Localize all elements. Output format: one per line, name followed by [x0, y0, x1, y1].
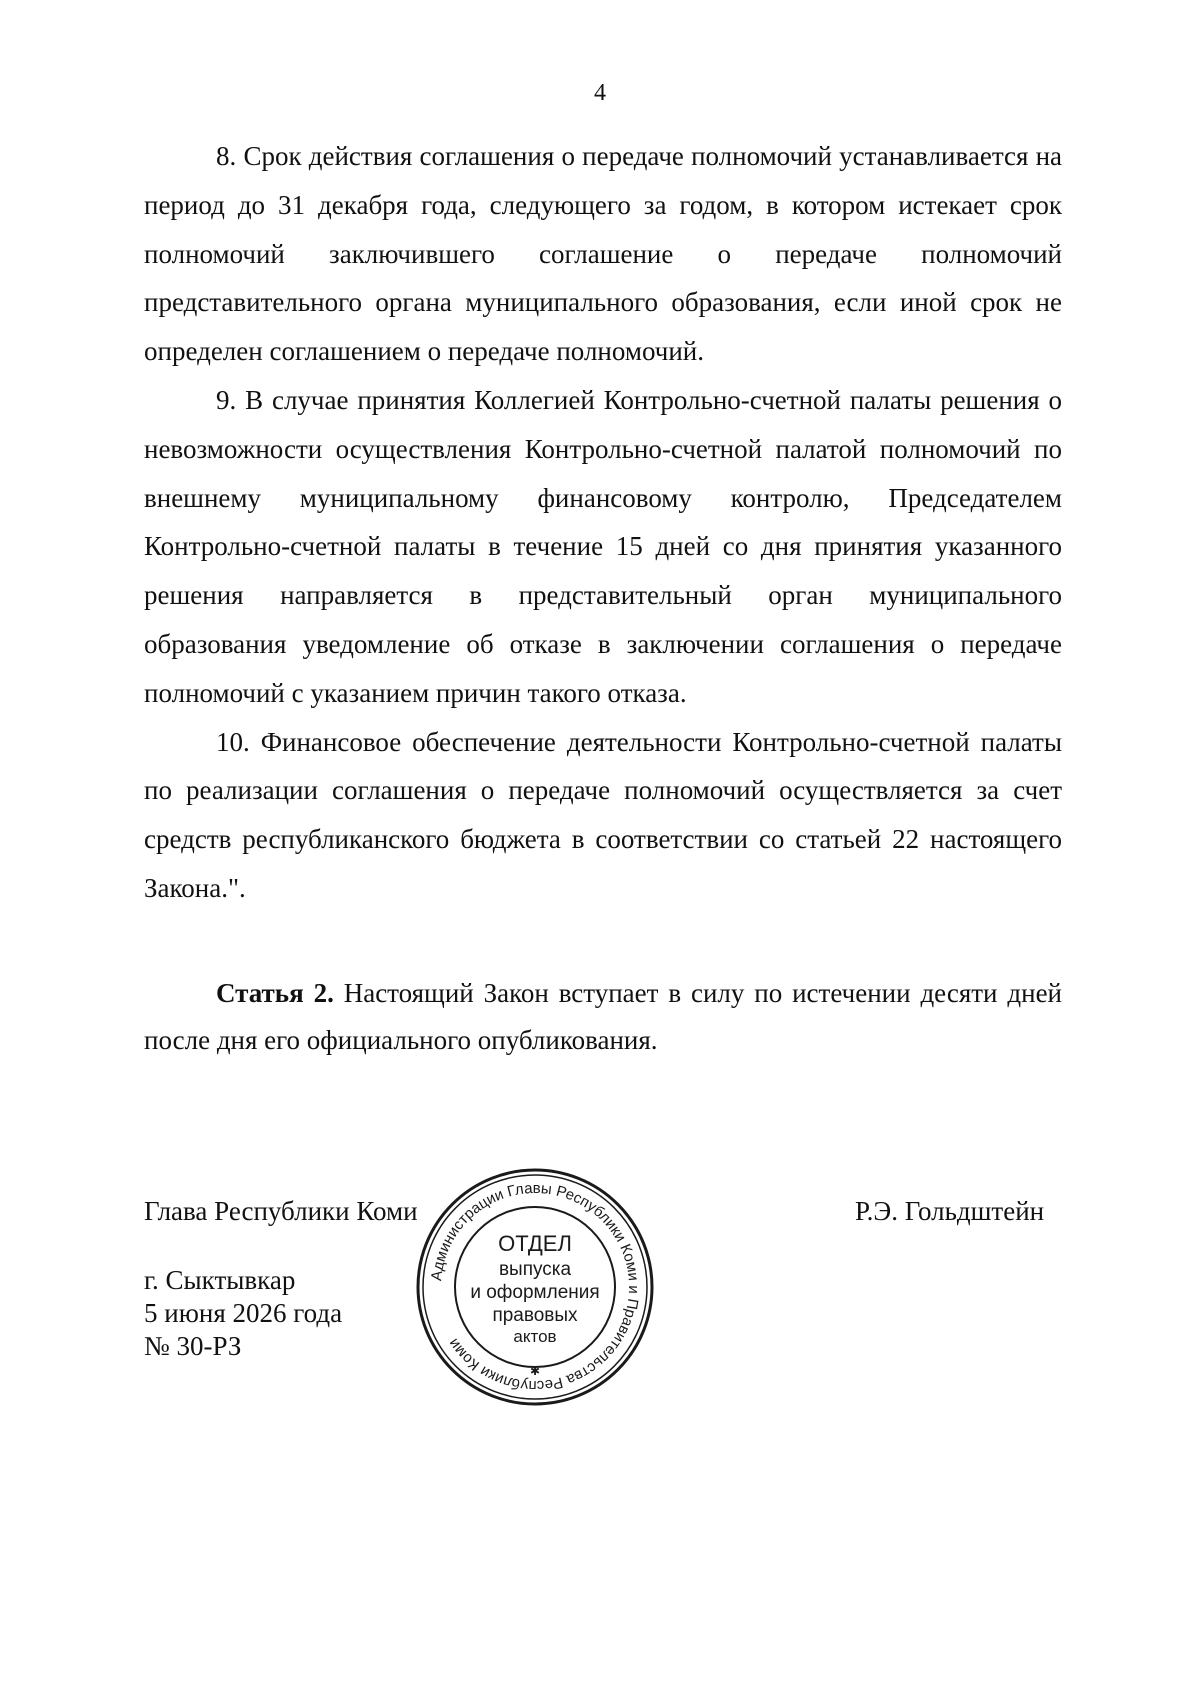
place-date-block — [144, 1264, 342, 1363]
official-seal-stamp — [413, 1165, 657, 1409]
seal-graphic — [413, 1165, 657, 1409]
seal-line-5: актов — [513, 1327, 557, 1346]
article-2-label: Статья 2. — [216, 978, 334, 1008]
paragraph-8: 8. Срок действия соглашения о передаче полномочий устанавливается на период до 31 декабря года, следующего за годом, в котором истекает срок полномочий заключившего соглашение о передаче полномочий представительного органа муниципального образования, если иной срок не определен соглашением о передаче полномочий. — [144, 141, 1062, 367]
paragraph-9: 9. В случае принятия Коллегией Контрольно-счетной палаты решения о невозможности осуществления Контрольно-счетной палатой полномочий по внешнему муниципальному финансовому контролю, Председателем Контрольно-счетной палаты в течение 15 дней со дня принятия указанного решения направляется в представительный орган муниципального образования уведомление об отказе в заключении соглашения о передаче полномочий с указанием причин такого отказа. — [144, 384, 1062, 708]
document-body — [144, 132, 1062, 913]
seal-ring-text: Администрации Главы Республики Коми и Правительства Республики Коми — [428, 1179, 643, 1395]
page-number: 4 — [594, 80, 606, 106]
seal-line-3: и оформления — [470, 1282, 600, 1303]
seal-star-icon: ✱ — [529, 1364, 541, 1378]
article-2-text: Настоящий Закон вступает в силу по истечении десяти дней после дня его официального опубликования. — [144, 978, 1062, 1055]
signer-name: Р.Э. Гольдштейн — [855, 1196, 1045, 1226]
law-date: 5 июня 2026 года — [144, 1298, 343, 1328]
seal-line-2: выпуска — [498, 1259, 572, 1280]
article-2 — [144, 970, 1062, 1064]
paragraph-10: 10. Финансовое обеспечение деятельности Контрольно-счетной палаты по реализации соглашения о передаче полномочий осуществляется за счет средств республиканского бюджета в соответствии со статьей 22 настоящего Закона.". — [144, 726, 1062, 903]
place-city: г. Сыктывкар — [144, 1265, 296, 1295]
law-number: № 30-РЗ — [144, 1331, 242, 1361]
seal-line-4: правовых — [492, 1305, 578, 1326]
signer-title: Глава Республики Коми — [144, 1196, 418, 1226]
seal-line-1: ОТДЕЛ — [498, 1231, 572, 1256]
